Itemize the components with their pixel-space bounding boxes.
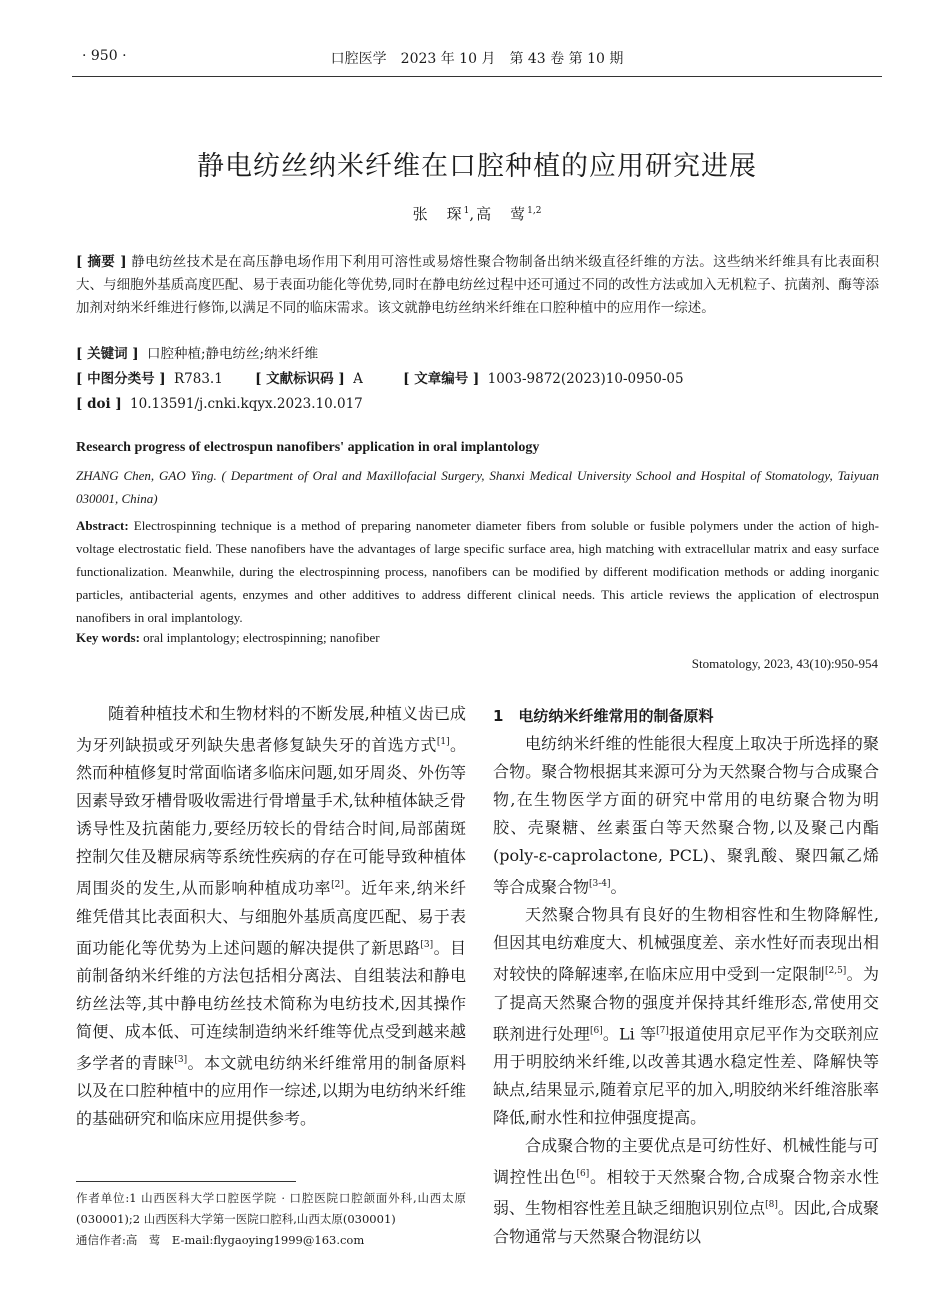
citation-line: Stomatology, 2023, 43(10):950-954 [691,656,878,671]
intro-text-1: 随着种植技术和生物材料的不断发展,种植义齿已成为牙列缺损或牙列缺失患者修复缺失牙的首选方式 [76,704,466,755]
intro-text-3: 。近年来,纳米纤维凭借其比表面积大、与细胞外基质高度匹配、易于表面功能化等优势为上述问题的解决提供了新思路 [76,878,466,957]
mat-text-2c: 。Li 等 [602,1023,657,1043]
abstract-label: [ 摘要 ] [76,254,127,270]
materials-paragraph-2 [493,901,879,1132]
keywords-label: [ 关键词 ] [76,346,139,362]
affiliation-note: 作者单位:1 山西医科大学口腔医学院 · 口腔医院口腔颌面外科,山西太原(030001);2 山西医科大学第一医院口腔科,山西太原(030001) [76,1191,466,1226]
section-heading: 1 电纺纳米纤维常用的制备原料 [493,707,714,725]
chinese-abstract [76,251,879,320]
author-2: 高 莺 [476,205,528,223]
contact-note: 通信作者:高 莺 E-mail:flygaoying1999@163.com [76,1233,365,1247]
author-sep: , [469,205,477,223]
materials-paragraph-1 [493,730,879,901]
clc-label: [ 中图分类号 ] [76,371,166,387]
english-abstract [76,514,879,629]
footnote-rule [76,1181,296,1182]
author-2-affil: 1,2 [527,206,542,216]
ref-3[interactable]: [3] [420,939,434,950]
intro-text-5: 。本文就电纺纳米纤维常用的制备原料以及在口腔种植中的应用作一综述,以期为电纺纳米纤维的基础研究和临床应用提供参考。 [76,1053,466,1129]
ref-2-5[interactable]: [2,5] [824,966,847,977]
article-no-label: [ 文章编号 ] [403,371,480,387]
ref-7[interactable]: [7] [656,1025,669,1036]
doc-code-value: A [353,371,363,387]
english-keywords [76,630,879,646]
body-left-column [76,700,466,1133]
doi-value[interactable]: 10.13591/j.cnki.kqyx.2023.10.017 [130,396,363,412]
classification-row [76,368,879,391]
mat-text-3c: 。因此,合成聚合物通常与天然聚合物混纺以 [493,1198,879,1246]
ref-1[interactable]: [1] [436,737,450,747]
mat-text-2d: 报道使用京尼平作为交联剂应用于明胶纳米纤维,以改善其遇水稳定性差、降解快等缺点,结果显示,随着京尼平的加入,明胶纳米纤维溶胀率降低,耐水性和拉伸强度提高。 [493,1023,879,1127]
body-right-column [493,702,879,1251]
mat-text-2b: 。为了提高天然聚合物的强度并保持其纤维形态,常使用交联剂进行处理 [493,964,879,1043]
english-authors: ZHANG Chen, GAO Ying. ( Department of Oral and Maxillofacial Surgery, Shanxi Medical University School and Hospital of Stomatology, Taiyuan 030001, China) [76,468,879,506]
mat-text-3b: 。相较于天然聚合物,合成聚合物亲水性弱、生物相容性差且缺乏细胞识别位点 [493,1167,879,1218]
intro-text-4: 。目前制备纳米纤维的方法包括相分离法、自组装法和静电纺丝法等,其中静电纺丝技术简称为电纺技术,因其操作简便、成本低、可连续制造纳米纤维等优点受到越来越多学者的青睐 [76,937,466,1073]
authors [72,203,882,224]
ref-3-4[interactable]: [3-4] [589,879,611,889]
en-abstract-label: Abstract: [76,518,129,533]
ref-6[interactable]: [6] [589,1025,603,1036]
doc-code-label: [ 文献标识码 ] [255,371,345,387]
article-no-value: 1003-9872(2023)10-0950-05 [487,371,684,387]
mat-text-1b: 。 [610,877,627,897]
ref-6b[interactable]: [6] [576,1168,590,1179]
running-header [72,44,882,68]
english-title: Research progress of electrospun nanofibers' application in oral implantology [76,440,540,455]
doi-row [76,393,879,416]
journal-info: 口腔医学 2023 年 10 月 第 43 卷 第 10 期 [330,51,624,67]
en-keywords-value: oral implantology; electrospinning; nanofiber [143,630,380,645]
doi-label: [ doi ] [76,396,122,412]
intro-paragraph [76,700,466,1133]
keywords-value: 口腔种植;静电纺丝;纳米纤维 [146,346,319,362]
header-rule [72,76,882,77]
intro-text-2: 。然而种植修复时常面临诸多临床问题,如牙周炎、外伤等因素导致牙槽骨吸收需进行骨增量手术,钛种植体缺乏骨诱导性及抗菌能力,要经历较长的骨结合时间,局部菌斑控制欠佳及糖尿病等系统性疾病的存在可能导致种植体周围炎的发生,从而影响种植成功率 [76,735,466,898]
ref-2[interactable]: [2] [331,880,344,891]
materials-paragraph-3 [493,1132,879,1251]
article-title: 静电纺丝纳米纤维在口腔种植的应用研究进展 [197,151,757,182]
author-1: 张 琛 [412,205,464,223]
page-number: · 950 · [82,48,127,64]
mat-text-2: 天然聚合物具有良好的生物相容性和生物降解性,但因其电纺难度大、机械强度差、亲水性好而表现出相对较快的降解速率,在临床应用中受到一定限制 [493,905,879,984]
footnote [76,1188,466,1251]
clc-value: R783.1 [173,371,223,387]
mat-text-3: 合成聚合物的主要优点是可纺性好、机械性能与可调控性出色 [493,1135,879,1187]
mat-text-1: 电纺纳米纤维的性能很大程度上取决于所选择的聚合物。聚合物根据其来源可分为天然聚合物与合成聚合物,在生物医学方面的研究中常用的电纺聚合物为明胶、壳聚糖、丝素蛋白等天然聚合物,以及聚己内酯(poly-ε-caprolactone, PCL)、聚乳酸、聚四氟乙烯等合成聚合物 [493,734,879,897]
keywords-row [76,343,879,366]
ref-8[interactable]: [8] [765,1200,778,1211]
en-keywords-label: Key words: [76,630,140,645]
en-abstract-text: Electrospinning technique is a method of preparing nanometer diameter fibers from soluble or fusible polymers under the action of high-voltage electrostatic field. These nanofibers have the advantages of large specific surface area, high matching with extracellular matrix and easy surface functionalization. Meanwhile, during the electrospinning process, nanofibers can be modified by different modification methods or adding inorganic particles, antibacterial agents, enzymes and other additives to address different clinical needs. This article reviews the application of electrospun nanofibers in oral implantology. [76,518,880,625]
abstract-text: 静电纺丝技术是在高压静电场作用下利用可溶性或易熔性聚合物制备出纳米级直径纤维的方法。这些纳米纤维具有比表面积大、与细胞外基质高度匹配、易于表面功能化等优势,同时在静电纺丝过程中还可通过不同的改性方法或加入无机粒子、抗菌剂、酶等添加剂对纳米纤维进行修饰,以满足不同的临床需求。该文就静电纺丝纳米纤维在口腔种植中的应用作一综述。 [76,254,879,316]
author-1-affil: 1 [463,206,470,216]
ref-3b[interactable]: [3] [174,1054,188,1065]
